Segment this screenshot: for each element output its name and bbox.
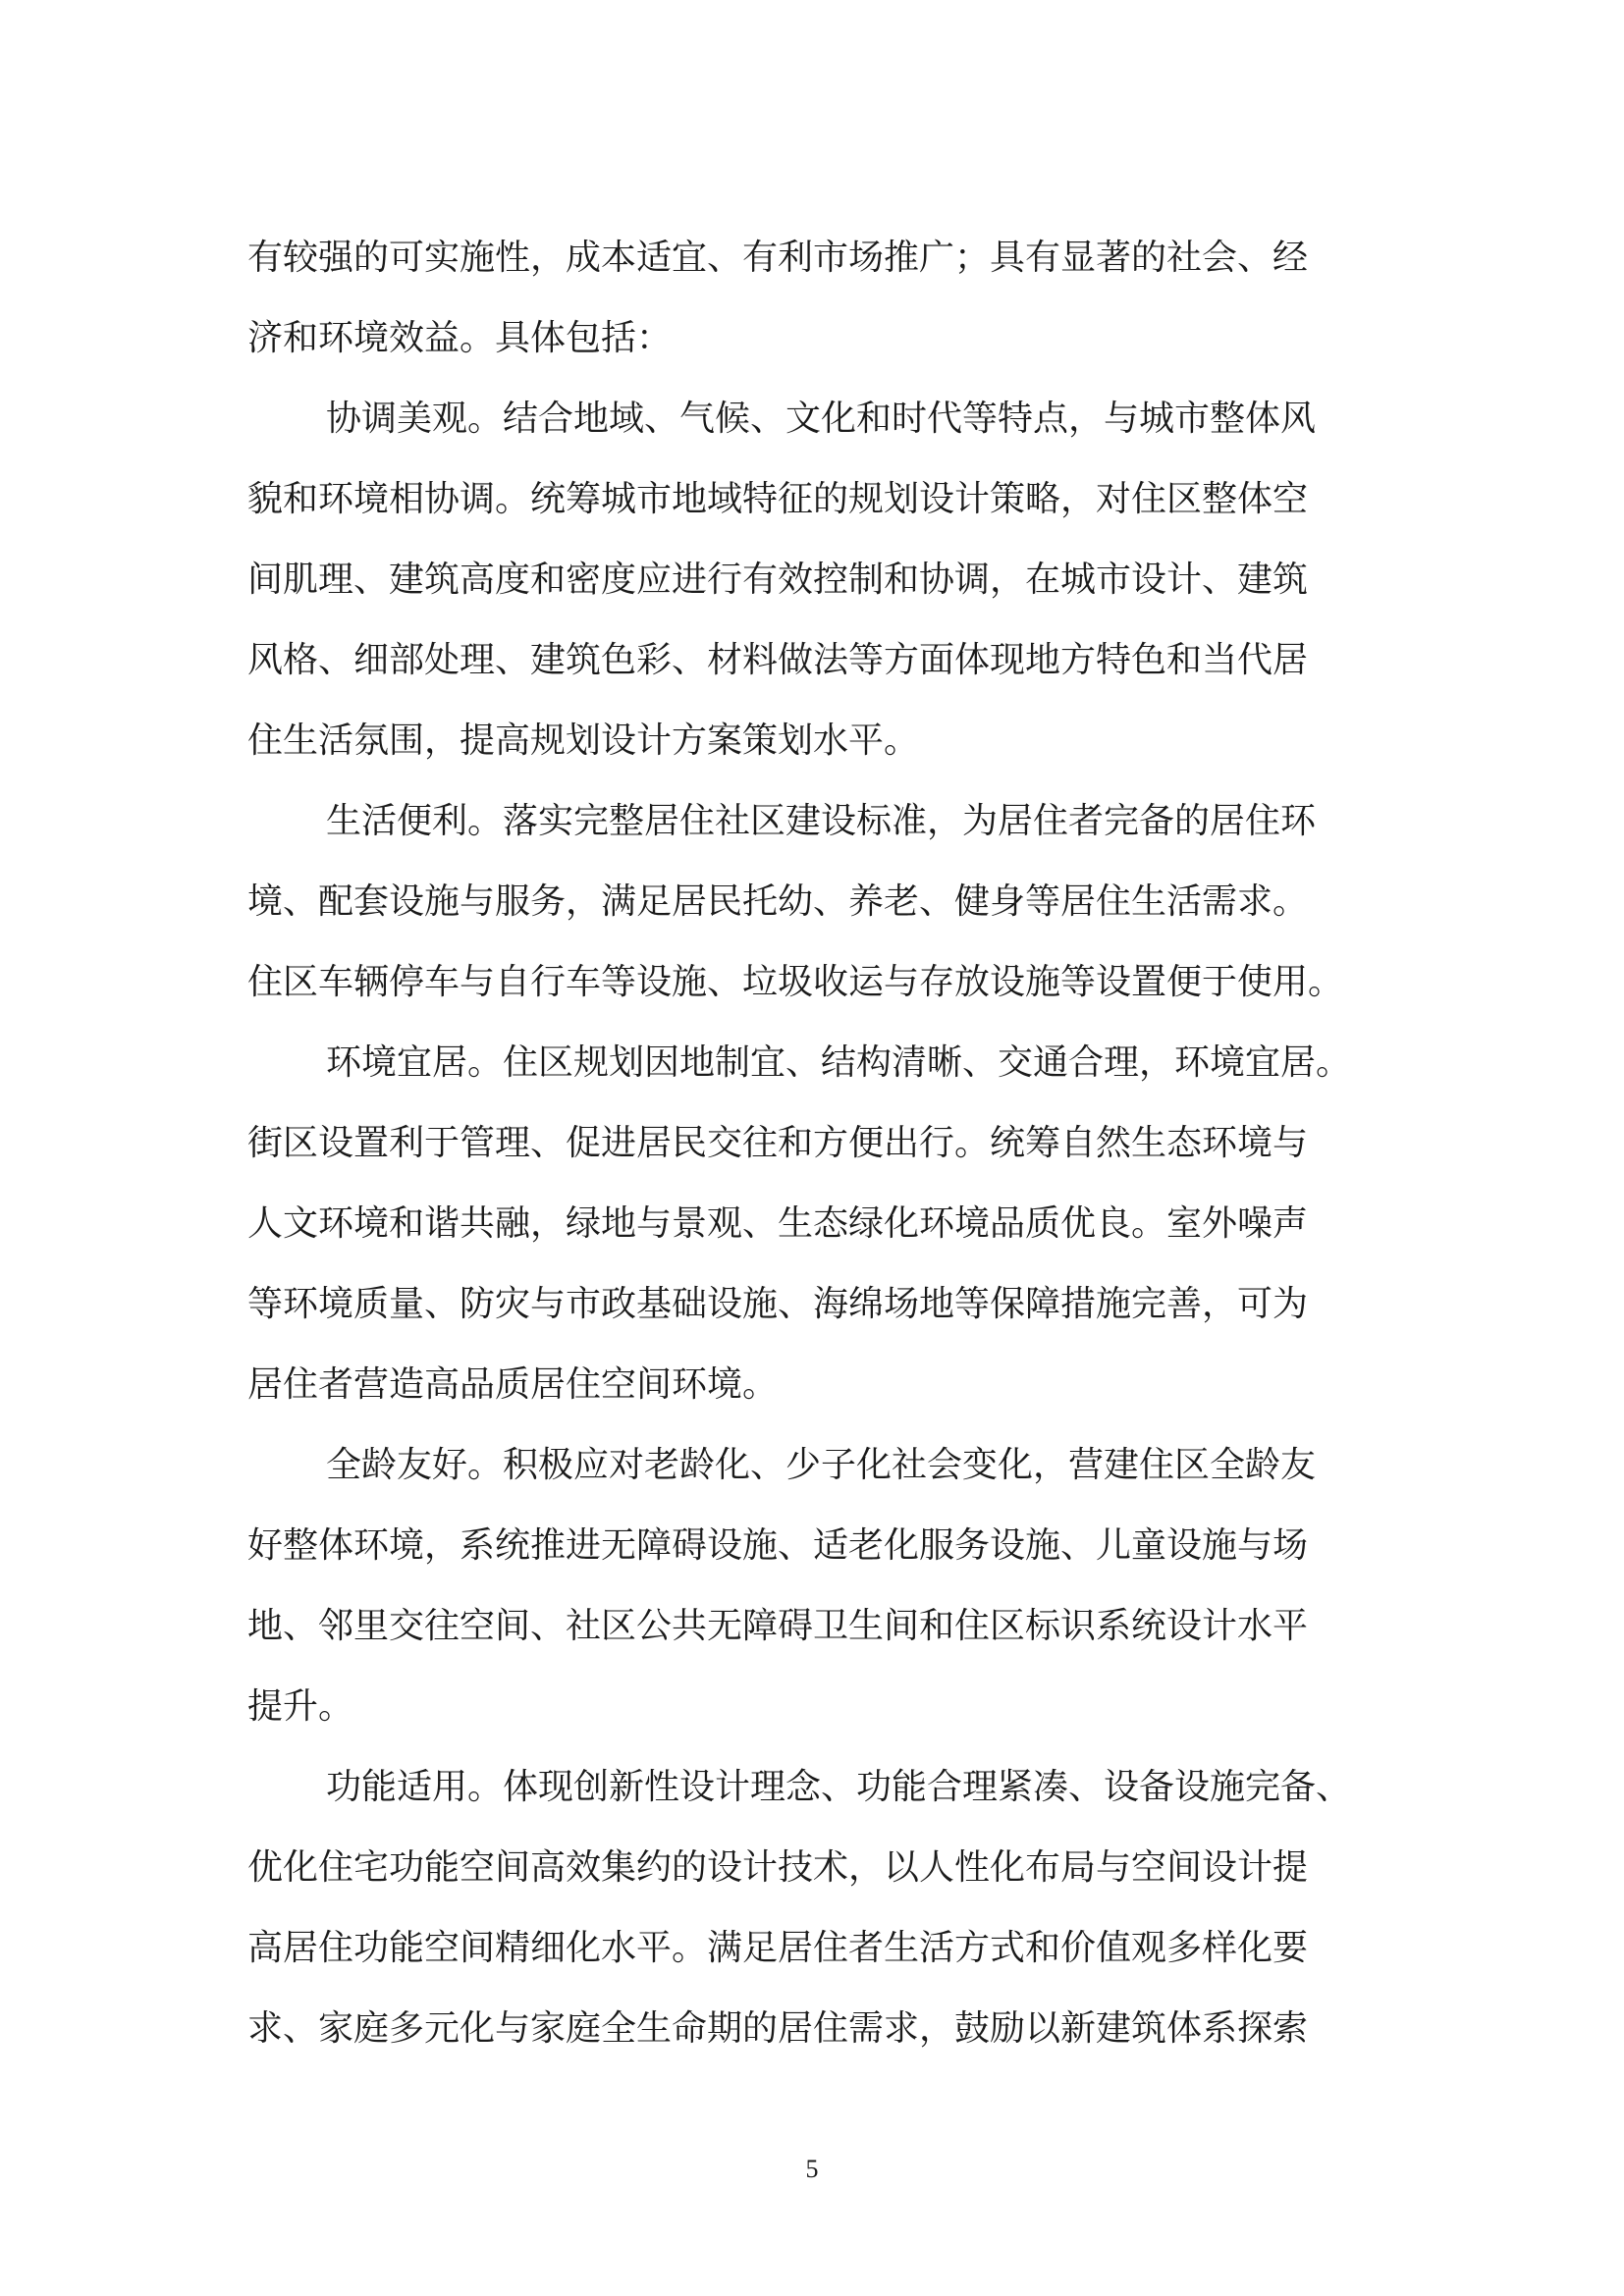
text-line: 协调美观。结合地域、气候、文化和时代等特点，与城市整体风 [326,399,1317,439]
text-line: 济和环境效益。具体包括： [247,318,673,358]
text-line: 人文环境和谐共融，绿地与景观、生态绿化环境品质优良。室外噪声 [247,1203,1309,1244]
text-line: 间肌理、建筑高度和密度应进行有效控制和协调，在城市设计、建筑 [247,560,1309,600]
text-line: 生活便利。落实完整居住社区建设标准，为居住者完备的居住环 [326,801,1317,841]
text-line: 居住者营造高品质居住空间环境。 [247,1364,779,1405]
text-line: 优化住宅功能空间高效集约的设计技术，以人性化布局与空间设计提 [247,1847,1309,1888]
text-line: 住生活氛围，提高规划设计方案策划水平。 [247,721,920,761]
text-line: 好整体环境，系统推进无障碍设施、适老化服务设施、儿童设施与场 [247,1525,1309,1566]
text-line: 等环境质量、防灾与市政基础设施、海绵场地等保障措施完善，可为 [247,1284,1309,1324]
text-line: 有较强的可实施性，成本适宜、有利市场推广；具有显著的社会、经 [247,238,1309,278]
text-line: 求、家庭多元化与家庭全生命期的居住需求，鼓励以新建筑体系探索 [247,2008,1309,2049]
body-text [247,218,1386,2069]
text-line: 风格、细部处理、建筑色彩、材料做法等方面体现地方特色和当代居 [247,640,1309,680]
text-line: 貌和环境相协调。统筹城市地域特征的规划设计策略，对住区整体空 [247,479,1309,519]
text-line: 高居住功能空间精细化水平。满足居住者生活方式和价值观多样化要 [247,1928,1309,1968]
text-line: 住区车辆停车与自行车等设施、垃圾收运与存放设施等设置便于使用。 [247,962,1344,1002]
text-line: 环境宜居。住区规划因地制宜、结构清晰、交通合理，环境宜居。 [326,1042,1352,1083]
text-line: 全龄友好。积极应对老龄化、少子化社会变化，营建住区全龄友 [326,1445,1317,1485]
text-line: 境、配套设施与服务，满足居民托幼、养老、健身等居住生活需求。 [247,881,1309,922]
page-number: 5 [805,2155,819,2183]
text-line: 提升。 [247,1686,354,1727]
text-line: 功能适用。体现创新性设计理念、功能合理紧凑、设备设施完备、 [326,1767,1352,1807]
text-line: 街区设置利于管理、促进居民交往和方便出行。统筹自然生态环境与 [247,1123,1309,1163]
text-line: 地、邻里交往空间、社区公共无障碍卫生间和住区标识系统设计水平 [247,1606,1309,1646]
